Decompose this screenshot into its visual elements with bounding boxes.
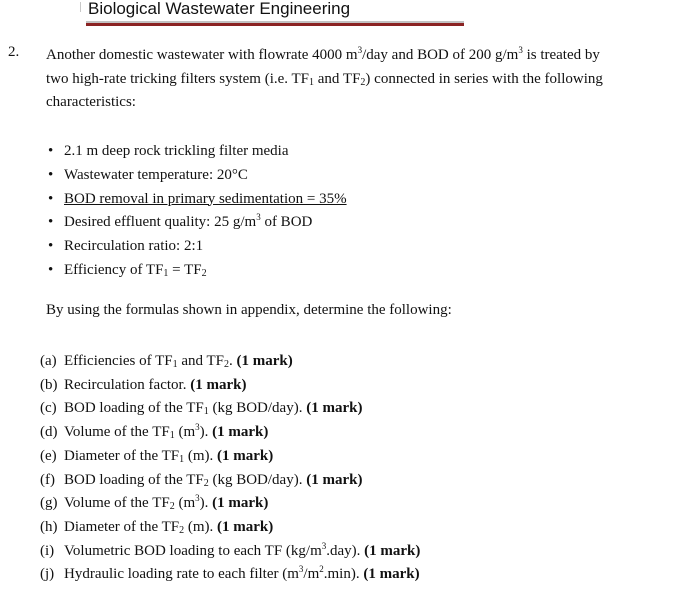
subscript: 1 (172, 359, 178, 370)
part-text: ). (199, 424, 213, 441)
intro-text: is treated by (522, 47, 600, 63)
part-label: (j) (40, 566, 55, 583)
part-text: (kg BOD/day). (208, 400, 307, 417)
part-e (40, 445, 420, 469)
part-text: (m (174, 424, 196, 441)
mark-label: (1 mark) (363, 566, 420, 583)
superscript: 2 (319, 564, 324, 575)
bullet-icon: • (48, 143, 54, 159)
instruction-text: By using the formulas shown in appendix, determine the following: (46, 302, 452, 318)
superscript: 3 (195, 493, 200, 504)
mark-label: (1 mark) (306, 400, 363, 417)
characteristic-effluent: Desired effluent quality: 25 g/m (64, 214, 257, 231)
intro-text: two high-rate tricking filters system (i.e. TF (46, 70, 310, 87)
mark-label: (1 mark) (217, 518, 274, 535)
list-item (46, 235, 347, 259)
mark-label: (1 mark) (217, 447, 274, 464)
part-text: Efficiencies of TF (64, 353, 173, 369)
document-header-title: Biological Wastewater Engineering (88, 0, 351, 18)
intro-line-1 (46, 44, 652, 68)
part-text: Diameter of the TF (64, 447, 180, 464)
part-g (40, 492, 420, 516)
question-parts-list (40, 350, 420, 587)
part-text: .min). (323, 566, 364, 583)
subscript: 1 (169, 430, 175, 442)
intro-line-3: characteristics: (46, 94, 136, 110)
subscript: 1 (309, 76, 315, 88)
part-text: Hydraulic loading rate to each filter (m (64, 566, 299, 583)
subscript: 2 (179, 524, 185, 536)
subscript: 2 (360, 76, 366, 88)
mark-label: (1 mark) (364, 542, 421, 559)
list-item (46, 164, 347, 188)
part-label: (a) (40, 353, 57, 369)
header-tick-mark (80, 2, 81, 12)
question-number: 2. (8, 44, 20, 60)
part-h (40, 516, 420, 540)
bullet-icon: • (48, 214, 54, 231)
part-label: (g) (40, 495, 58, 512)
characteristics-list (46, 140, 347, 283)
subscript: 1 (163, 267, 169, 279)
part-text: Diameter of the TF (64, 518, 180, 535)
part-f (40, 469, 420, 493)
characteristic-media: 2.1 m deep rock trickling filter media (64, 143, 289, 159)
part-text: and TF (177, 353, 224, 369)
part-label: (h) (40, 518, 58, 535)
characteristic-temperature: Wastewater temperature: 20°C (64, 166, 248, 183)
subscript: 1 (203, 406, 209, 418)
part-i (40, 540, 420, 564)
intro-text: /day and BOD of 200 g/m (362, 47, 519, 63)
intro-line-2 (46, 68, 652, 92)
part-text: . (229, 353, 237, 369)
subscript: 2 (203, 477, 209, 489)
characteristic-efficiency-mid: = TF (168, 261, 202, 278)
intro-text: ) connected in series with the following (365, 70, 603, 87)
superscript: 3 (256, 212, 261, 223)
part-text: (m). (184, 518, 218, 535)
part-text: Volume of the TF (64, 424, 170, 441)
mark-label: (1 mark) (212, 495, 269, 512)
part-b (40, 374, 420, 398)
part-text: Volumetric BOD loading to each TF (kg/m (64, 542, 322, 559)
part-text: (m). (184, 447, 218, 464)
part-text: (m (174, 495, 196, 512)
superscript: 3 (195, 422, 200, 433)
part-text: (kg BOD/day). (208, 471, 307, 488)
characteristic-effluent-tail: of BOD (260, 214, 313, 231)
subscript: 1 (179, 453, 185, 465)
mark-label: (1 mark) (306, 471, 363, 488)
part-label: (b) (40, 376, 58, 393)
list-item (46, 188, 347, 212)
bullet-icon: • (48, 238, 54, 255)
part-j (40, 563, 420, 587)
bullet-icon: • (48, 190, 54, 207)
characteristic-efficiency: Efficiency of TF (64, 261, 164, 278)
subscript: 2 (201, 267, 207, 279)
superscript: 3 (357, 45, 363, 55)
bullet-icon: • (48, 166, 54, 183)
part-a (40, 350, 420, 374)
characteristic-bod-removal: BOD removal in primary sedimentation = 35% (64, 190, 347, 207)
part-c (40, 397, 420, 421)
characteristic-recirculation: Recirculation ratio: 2:1 (64, 238, 204, 255)
part-text: /m (303, 566, 320, 583)
superscript: 3 (298, 564, 304, 575)
mark-label: (1 mark) (212, 424, 269, 441)
list-item (46, 140, 347, 164)
part-label: (f) (40, 471, 55, 488)
part-text: BOD loading of the TF (64, 471, 204, 488)
superscript: 3 (518, 45, 523, 55)
question-intro (46, 44, 652, 115)
list-item (46, 211, 347, 235)
part-text: Recirculation factor. (64, 376, 191, 393)
part-label: (c) (40, 400, 57, 417)
part-label: (i) (40, 542, 55, 559)
subscript: 2 (224, 359, 229, 370)
part-d (40, 421, 420, 445)
intro-text: and TF (314, 70, 361, 87)
bullet-icon: • (48, 261, 54, 278)
part-label: (e) (40, 447, 57, 464)
superscript: 3 (321, 540, 327, 551)
part-label: (d) (40, 424, 58, 441)
header-rule-red (86, 23, 464, 26)
list-item (46, 259, 347, 283)
part-text: .day). (326, 542, 365, 559)
intro-text: Another domestic wastewater with flowrate 4000 m (46, 47, 358, 63)
mark-label: (1 mark) (236, 353, 293, 369)
part-text: Volume of the TF (64, 495, 170, 512)
part-text: ). (199, 495, 213, 512)
subscript: 2 (169, 501, 175, 513)
part-text: BOD loading of the TF (64, 400, 204, 417)
mark-label: (1 mark) (190, 376, 247, 393)
